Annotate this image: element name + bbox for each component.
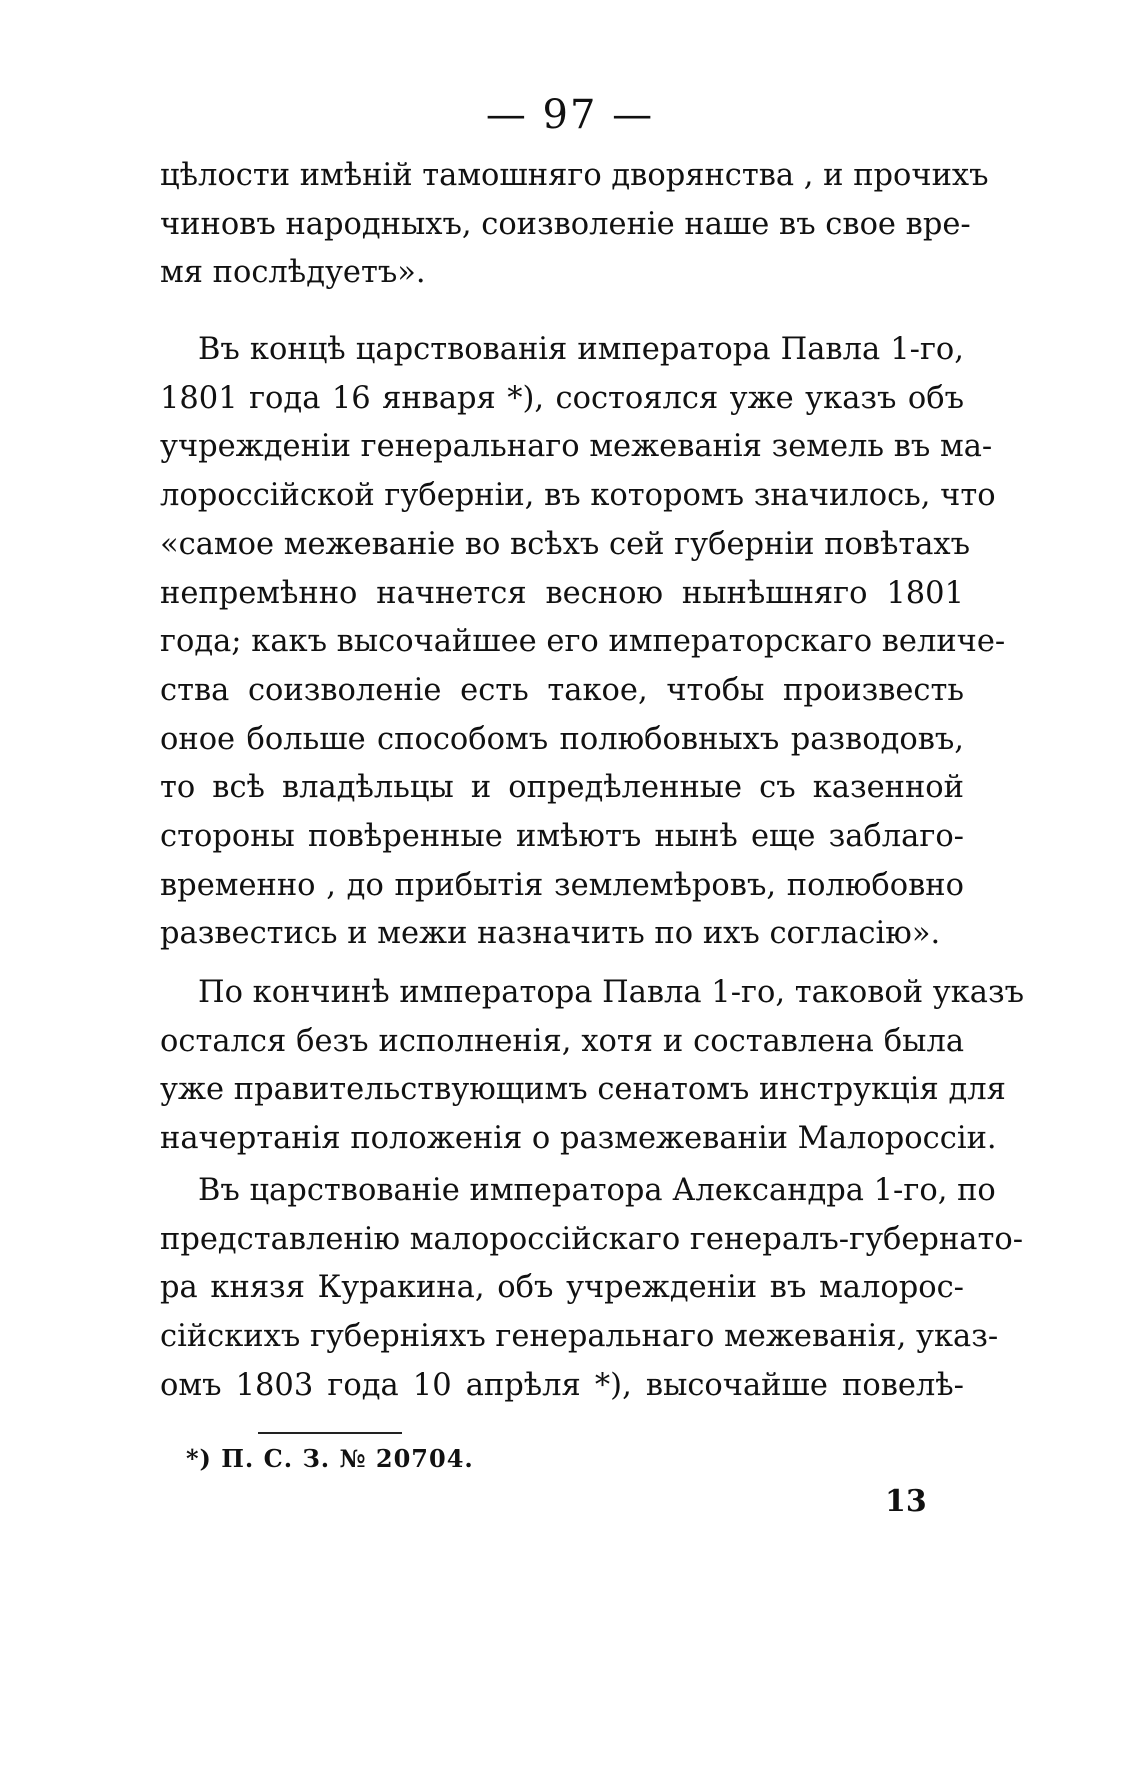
text-line: стороны повѣренные имѣютъ нынѣ еще заблаго- (160, 819, 964, 855)
paragraph-1 (160, 152, 989, 298)
text-line: непремѣнно начнется весною нынѣшняго 1801 (160, 575, 964, 611)
paragraph-4 (160, 1167, 1024, 1411)
text-line: начертанія положенія о размежеваніи Малороссіи. (160, 1121, 997, 1157)
text-line: мя послѣдуетъ». (160, 255, 426, 291)
page-number: — 97 — (485, 92, 655, 138)
text-line: то всѣ владѣльцы и опредѣленные съ казенной (160, 770, 964, 806)
text-line: ра князя Куракина, объ учрежденіи въ малорос- (160, 1270, 964, 1306)
text-line: «самое межеваніе во всѣхъ сей губерніи повѣтахъ (160, 526, 971, 562)
text-line: чиновъ народныхъ, соизволеніе наше въ свое вре- (160, 206, 971, 242)
text-line: По кончинѣ императора Павла 1-го, таковой указъ (198, 975, 1025, 1010)
text-line: сійскихъ губерніяхъ генеральнаго межеванія, указ- (160, 1319, 999, 1355)
text-line: Въ царствованіе императора Александра 1-го, по (198, 1173, 996, 1208)
signature-mark: 13 (885, 1484, 927, 1519)
paragraph-3 (160, 969, 1025, 1164)
text-line: развестись и межи назначить по ихъ согласію». (160, 916, 941, 952)
text-line: цѣлости имѣній тамошняго дворянства , и прочихъ (160, 158, 989, 193)
text-line: учрежденіи генеральнаго межеванія земель въ ма- (160, 429, 993, 465)
text-line: омъ 1803 года 10 апрѣля *), высочайше повелѣ- (160, 1367, 964, 1403)
text-line: года; какъ высочайшее его императорскаго величе- (160, 624, 1006, 660)
text-line: уже правительствующимъ сенатомъ инструкція для (160, 1072, 1006, 1108)
text-line: Въ концѣ царствованія императора Павла 1-го, (198, 332, 964, 367)
paragraph-2 (160, 326, 1006, 959)
text-line: 1801 года 16 января *), состоялся уже указъ объ (160, 380, 964, 416)
text-line: представленію малороссійскаго генералъ-губернато- (160, 1221, 1024, 1257)
text-line: временно , до прибытія землемѣровъ, полюбовно (160, 867, 964, 903)
text-line: лороссійской губерніи, въ которомъ значилось, что (160, 478, 996, 514)
footnote-divider (258, 1432, 402, 1434)
text-line: остался безъ исполненія, хотя и составлена была (160, 1023, 964, 1059)
text-line: оное больше способомъ полюбовныхъ разводовъ, (160, 721, 964, 757)
footnote: *) П. С. З. № 20704. (186, 1444, 474, 1473)
text-line: ства соизволеніе есть такое, чтобы произвесть (160, 672, 964, 708)
